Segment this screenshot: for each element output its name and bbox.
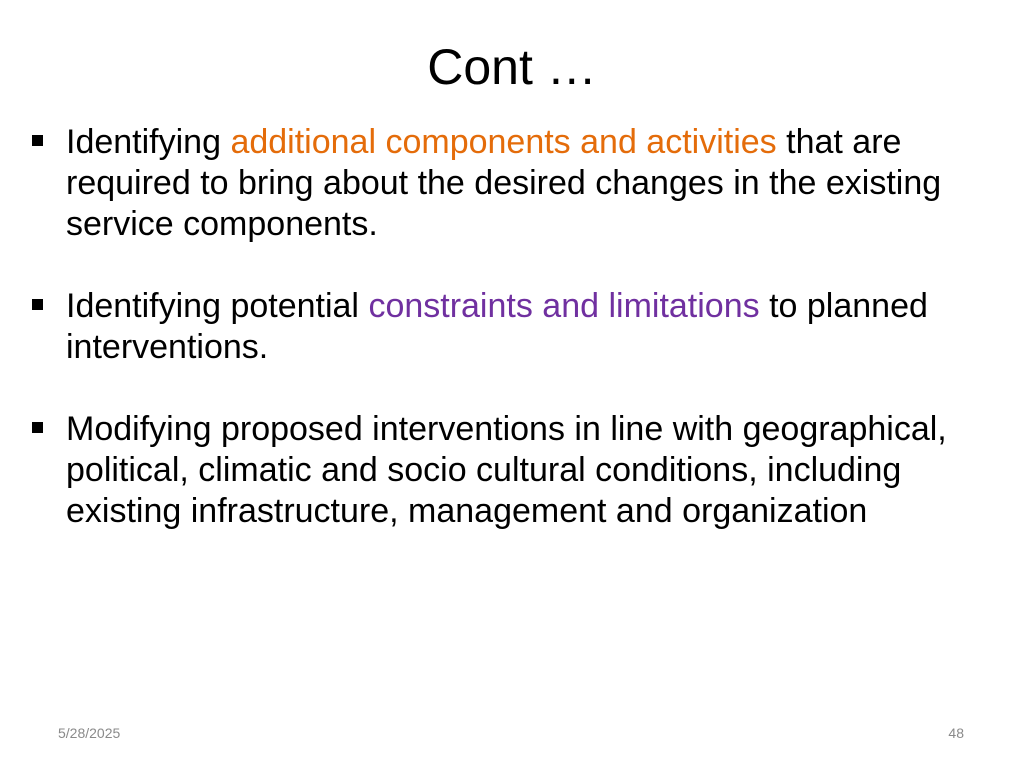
highlighted-text: constraints and limitations [368,287,760,325]
slide-number: 48 [948,725,964,741]
highlighted-text: additional components and activities [230,123,777,161]
slide-title: Cont … [427,39,597,95]
bullet-text-part: Identifying potential [66,287,369,325]
bullet-list [30,122,990,532]
square-bullet-icon [32,422,43,433]
square-bullet-icon [32,299,43,310]
bullet-text-part: Identifying [66,123,231,161]
bullet-text-part: Modifying proposed interventions in line with geographical, political, climatic and socio cultural conditions, including existing infrastructure, management and organization [66,410,947,530]
bullet-item [30,409,990,532]
bullet-text-part: that are required to bring about the desired changes in the existing service components. [66,123,942,243]
bullet-text-part: to planned interventions. [66,287,928,366]
bullet-item [30,286,990,368]
square-bullet-icon [32,135,43,146]
footer-date: 5/28/2025 [58,725,121,741]
bullet-item [30,122,990,245]
